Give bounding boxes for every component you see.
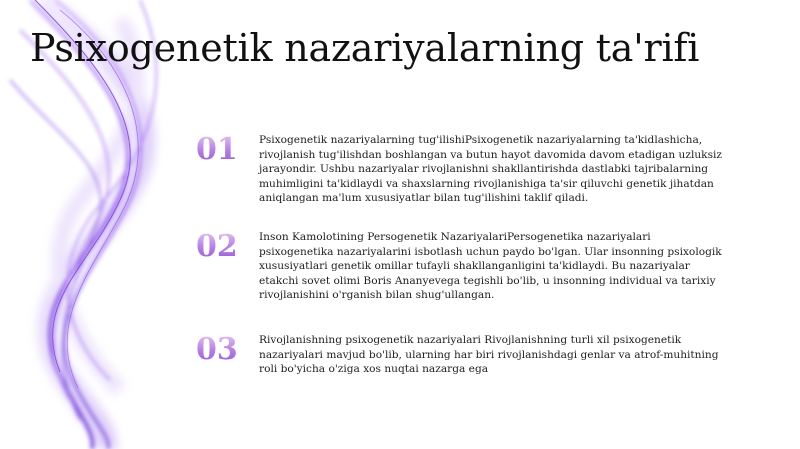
item-number: 03 (196, 333, 252, 367)
item-text: Rivojlanishning psixogenetik nazariyalari Rivojlanishning turli xil psixogenetik nazariyalari mavjud bo'lib, ularning har biri rivojlanishdagi genlar va atrof-muhitning roli bo'yicha o'ziga xos nuqtai nazarga ega (259, 334, 719, 376)
slide-title: Psixogenetik nazariyalarning ta'rifi (30, 26, 700, 70)
item-number: 02 (196, 230, 252, 264)
item-number: 01 (196, 133, 252, 167)
item-text: Psixogenetik nazariyalarning tug'ilishiPsixogenetik nazariyalarning ta'kidlashicha, rivojlanish tug'ilishdan boshlangan va butun hayot davomida davom etadigan uzluksiz jarayondir. Ushbu nazariyalar rivojlanishni shakllantirishda dastlabki tajribalarning muhimligini ta'kidlaydi va shaxslarning rivojlanishiga ta'sir qiluvchi genetik jihatdan aniqlangan ma'lum xususiyatlar bilan tug'ilishini taklif qiladi. (259, 134, 723, 205)
item-text: Inson Kamolotining Persogenetik NazariyalariPersogenetika nazariyalari psixogenetika nazariyalarini isbotlash uchun paydo bo'lgan. Ular insonning psixologik xususiyatlari genetik omillar tufayli shakllanganligini ta'kidlaydi. Bu nazariyalar etakchi sovet olimi Boris Ananyevega tegishli bo'lib, u insonning individual va tarixiy rivojlanishini o'rganish bilan shug'ullangan. (259, 231, 722, 302)
